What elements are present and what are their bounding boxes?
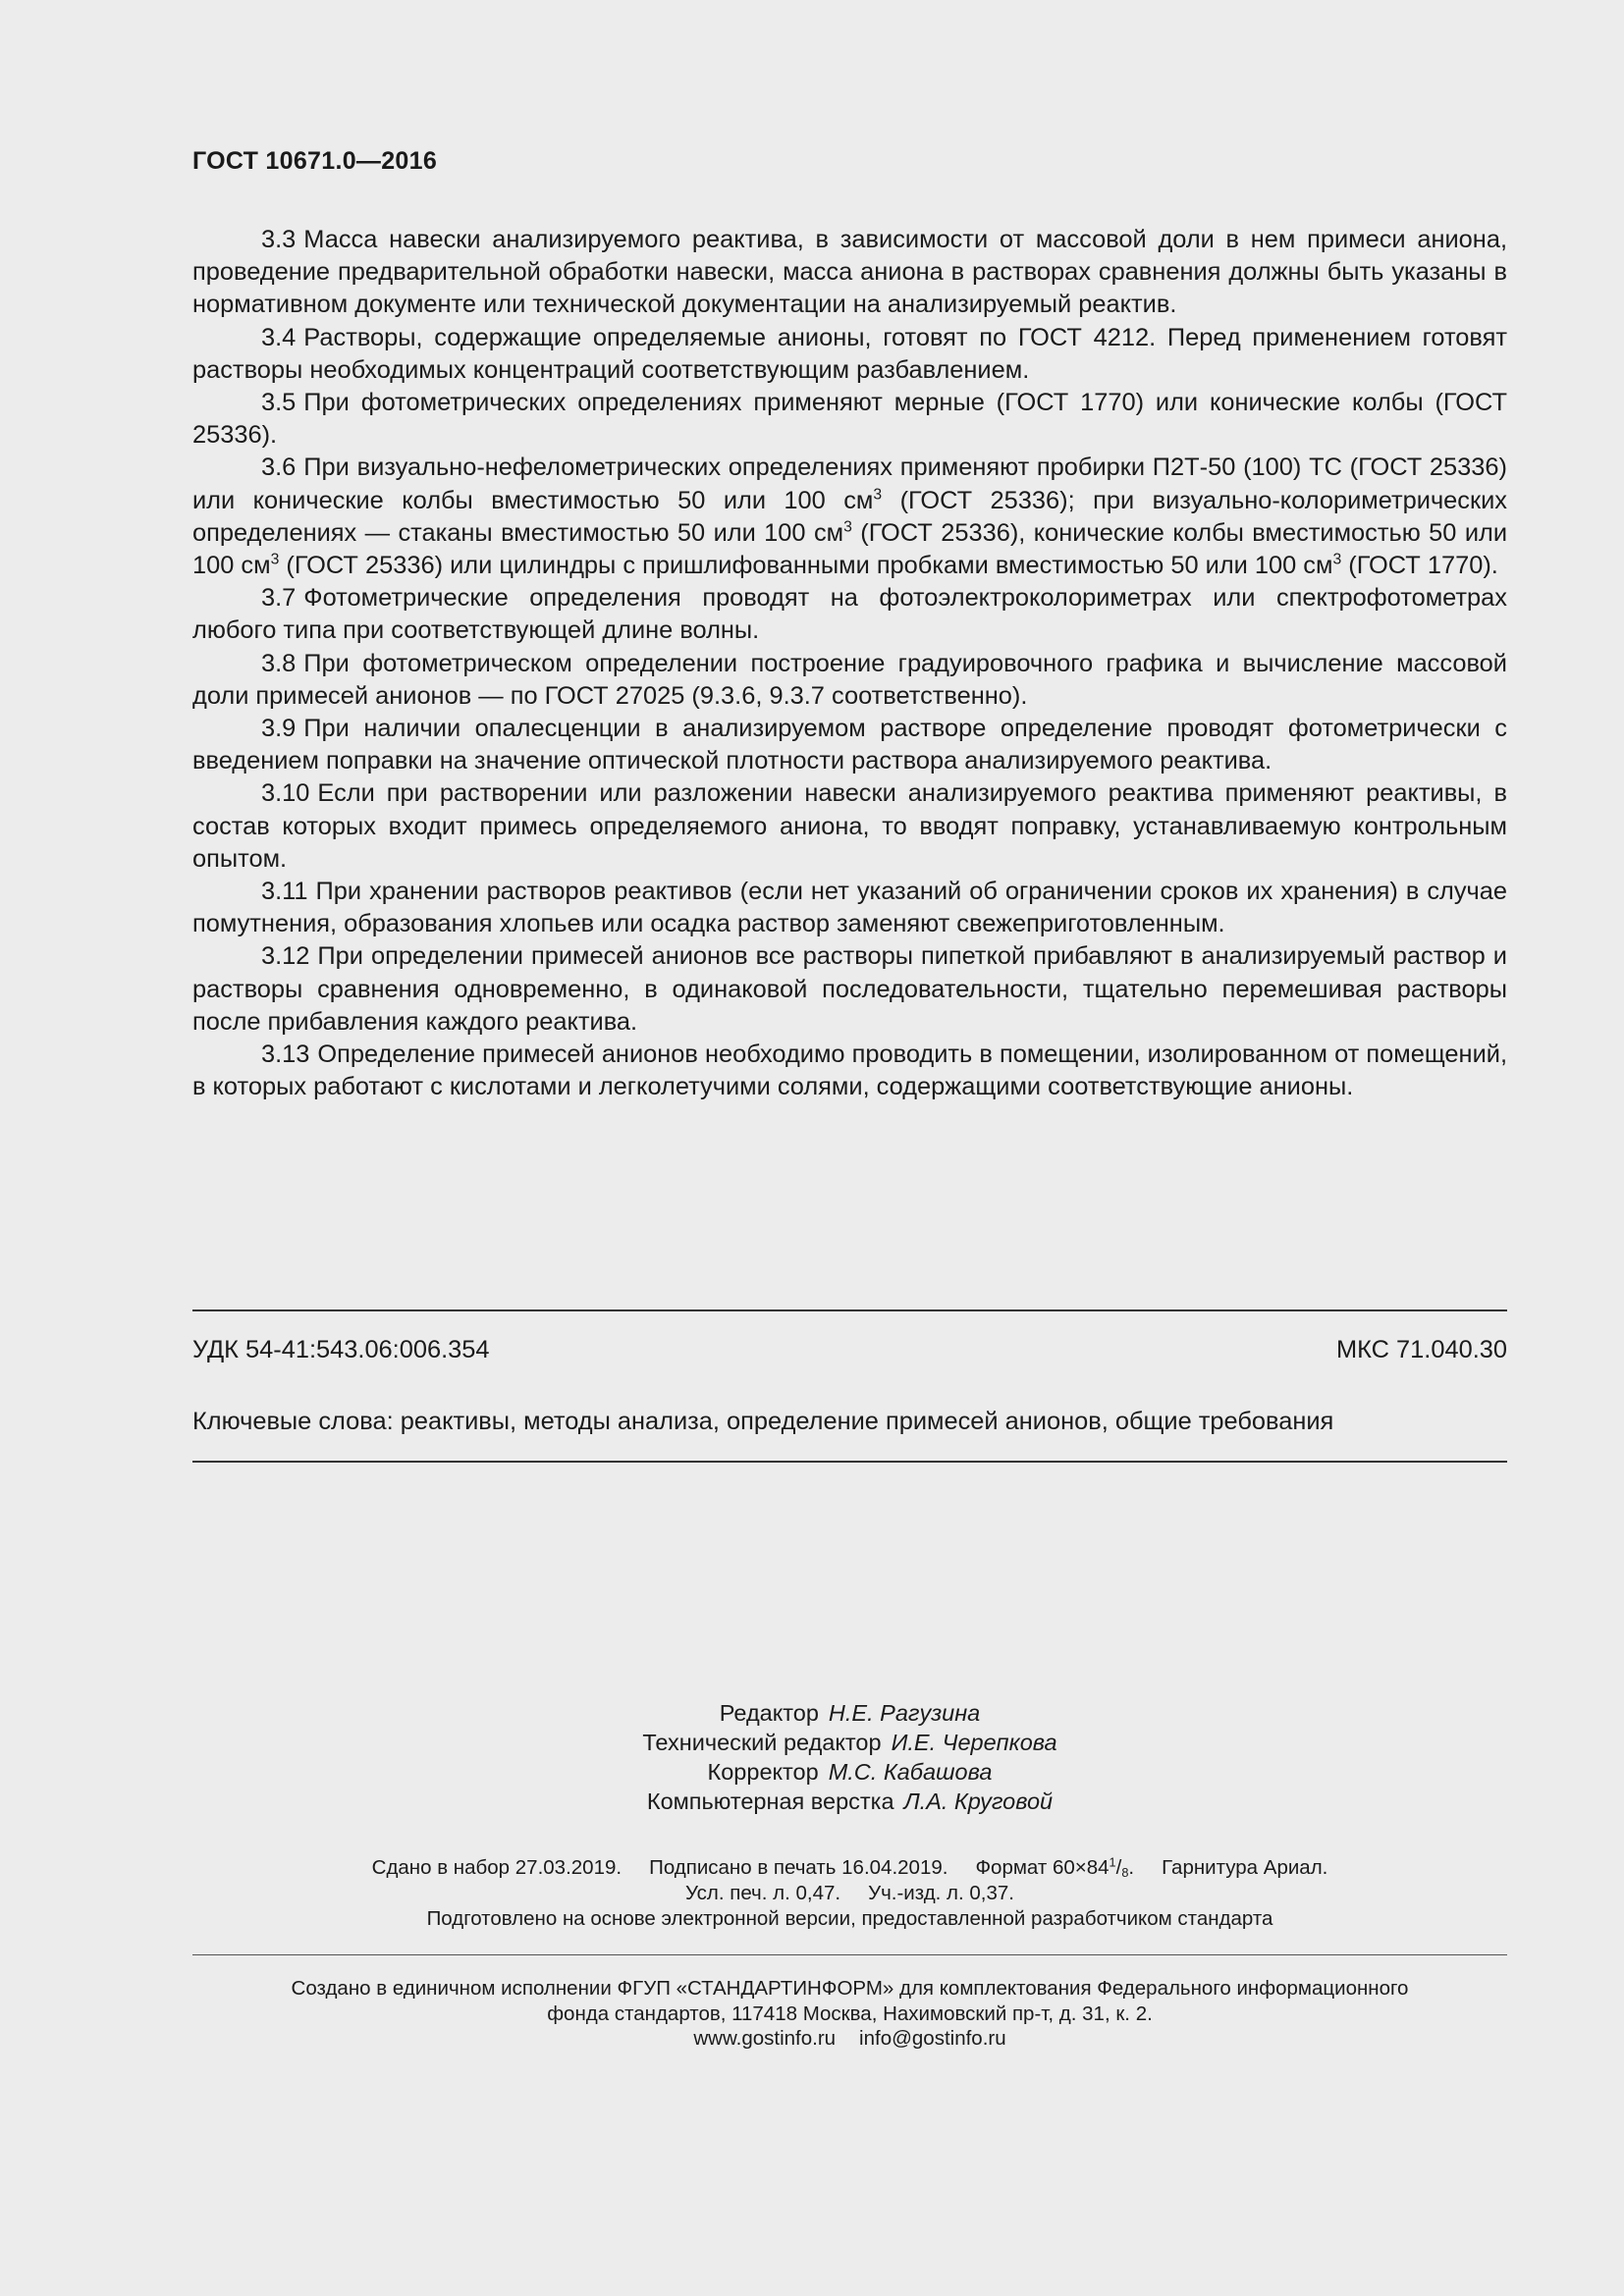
contact-line [192,2026,1507,2052]
paragraph-3-4 [192,322,1507,387]
paragraph-number: 3.9 [261,715,297,743]
credit-role: Корректор [707,1759,819,1785]
format [975,1856,1134,1879]
credits-block [192,1698,1507,1816]
superscript: 3 [1332,551,1342,568]
credit-line [192,1698,1507,1728]
format-slash: / [1115,1856,1122,1879]
paragraph-number: 3.10 [261,779,310,808]
superscript: 3 [843,518,852,536]
body-text [192,224,1507,1103]
divider-top [192,1309,1507,1311]
paragraph-text: Растворы, содержащие определяемые анионы, готовят по ГОСТ 4212. Перед применением готовят растворы необходимых концентраций соответствующим разбавлением. [192,323,1507,384]
credit-line [192,1728,1507,1757]
format-sub: 8 [1121,1865,1129,1881]
paragraph-text: При фотометрических определениях применяют мерные (ГОСТ 1770) или конические колбы (ГОСТ 25336). [192,389,1507,450]
typeface: Гарнитура Ариал. [1162,1856,1328,1879]
paragraph-3-6 [192,452,1507,582]
format-suffix: . [1128,1856,1135,1879]
print-sheets: Усл. печ. л. 0,47. [684,1882,841,1904]
credit-line [192,1787,1507,1816]
email-link[interactable]: info@gostinfo.ru [859,2027,1006,2050]
website-link[interactable]: www.gostinfo.ru [693,2027,837,2050]
created-block [192,1976,1507,2052]
imprint-line-2 [192,1881,1507,1906]
paragraph-text-part: (ГОСТ 25336) или цилиндры с пришлифованными пробками вместимостью 50 или 100 см [279,552,1333,580]
paragraph-number: 3.13 [261,1041,310,1069]
paragraph-3-5 [192,387,1507,452]
credit-name: Л.А. Круговой [903,1789,1054,1814]
credit-role: Компьютерная верстка [646,1789,894,1814]
keywords: Ключевые слова: реактивы, методы анализа, определение примесей анионов, общие требования [192,1408,1334,1435]
pub-sheets: Уч.-изд. л. 0,37. [868,1882,1015,1904]
paragraph-number: 3.4 [261,323,297,351]
paragraph-text: При наличии опалесценции в анализируемом растворе определение проводят фотометрически с введением поправки на значение оптической плотности раствора анализируемого реактива. [192,715,1507,775]
prepared-note: Подготовлено на основе электронной версии, предоставленной разработчиком стандарта [426,1907,1273,1930]
credit-name: И.Е. Черепкова [891,1730,1057,1755]
paragraph-text: При фотометрическом определении построение градуировочного графика и вычисление массовой доли примесей анионов — по ГОСТ 27025 (9.3.6, 9.3.7 соответственно). [192,649,1507,710]
paragraph-3-7 [192,582,1507,647]
credit-name: Н.Е. Рагузина [828,1700,981,1726]
credit-line [192,1757,1507,1787]
paragraph-3-11 [192,876,1507,940]
paragraph-number: 3.11 [261,878,308,906]
mks-code: МКС 71.040.30 [1335,1336,1507,1363]
credit-role: Редактор [719,1700,819,1726]
paragraph-text-part: (ГОСТ 25336), конические колбы вместимостью 50 или 100 см [192,518,1508,580]
paragraph-number: 3.5 [261,389,297,417]
created-line-2: фонда стандартов, 117418 Москва, Нахимовский пр-т, д. 31, к. 2. [547,2002,1153,2025]
paragraph-text: При определении примесей анионов все растворы пипеткой прибавляют в анализируемый раствор и растворы сравнения одновременно, в одинаковой последовательности, тщательно перемешивая растворы после прибавления каждого реактива. [192,942,1507,1036]
paragraph-text: Фотометрические определения проводят на фотоэлектроколориметрах или спектрофотометрах любого типа при соответствующей длине волны. [192,584,1507,645]
paragraph-3-10 [192,777,1507,876]
superscript: 3 [873,486,883,504]
paragraph-text: Определение примесей анионов необходимо проводить в помещении, изолированном от помещений, в которых работают с кислотами и легколетучими солями, содержащими соответствующие анионы. [192,1041,1507,1101]
paragraph-text: Если при растворении или разложении навески анализируемого реактива применяют реактивы, в состав которых входит примесь определяемого аниона, то вводят поправку, устанавливаемую контрольным опытом. [192,779,1507,873]
paragraph-3-9 [192,713,1507,777]
paragraph-number: 3.6 [261,454,297,482]
paragraph-text: При хранении растворов реактивов (если нет указаний об ограничении сроков их хранения) в случае помутнения, образования хлопьев или осадка раствор заменяют свежеприготовленным. [192,878,1507,938]
divider-footer [192,1954,1507,1955]
signed-date: Подписано в печать 16.04.2019. [649,1856,948,1879]
submitted-date: Сдано в набор 27.03.2019. [371,1856,623,1879]
paragraph-3-12 [192,940,1507,1039]
imprint-block [192,1855,1507,1932]
paragraph-number: 3.8 [261,649,297,677]
paragraph-number: 3.3 [261,226,297,253]
credit-name: М.С. Кабашова [828,1759,993,1785]
divider-bottom [192,1461,1507,1463]
document-code: ГОСТ 10671.0—2016 [192,147,438,175]
paragraph-text: Масса навески анализируемого реактива, в зависимости от массовой доли в нем примеси аниона, проведение предварительной обработки навески, масса аниона в растворах сравнения должны быть указаны в нормативном документе или технической документации на анализируемый реактив. [192,226,1507,319]
format-prefix: Формат 60×84 [975,1856,1110,1879]
credit-role: Технический редактор [642,1730,882,1755]
paragraph-3-13 [192,1039,1507,1103]
created-line-1: Создано в единичном исполнении ФГУП «СТАНДАРТИНФОРМ» для комплектования Федерального информационного [291,1977,1409,2000]
udk-code: УДК 54-41:543.06:006.354 [192,1336,490,1363]
paragraph-3-8 [192,648,1507,713]
format-sup: 1 [1109,1854,1116,1870]
paragraph-text-part: (ГОСТ 25336); при визуально-колориметрических определениях — стаканы вместимостью 50 или 100 см [192,486,1507,547]
imprint-line-1 [192,1855,1507,1881]
paragraph-3-3 [192,224,1507,322]
paragraph-text-part: (ГОСТ 1770). [1341,552,1498,580]
paragraph-number: 3.7 [261,584,297,613]
superscript: 3 [270,551,280,568]
paragraph-text-part: При визуально-нефелометрических определениях применяют пробирки П2Т-50 (100) ТС (ГОСТ 25336) или конические колбы вместимостью 50 или 100 см [192,454,1507,514]
paragraph-number: 3.12 [261,942,310,971]
